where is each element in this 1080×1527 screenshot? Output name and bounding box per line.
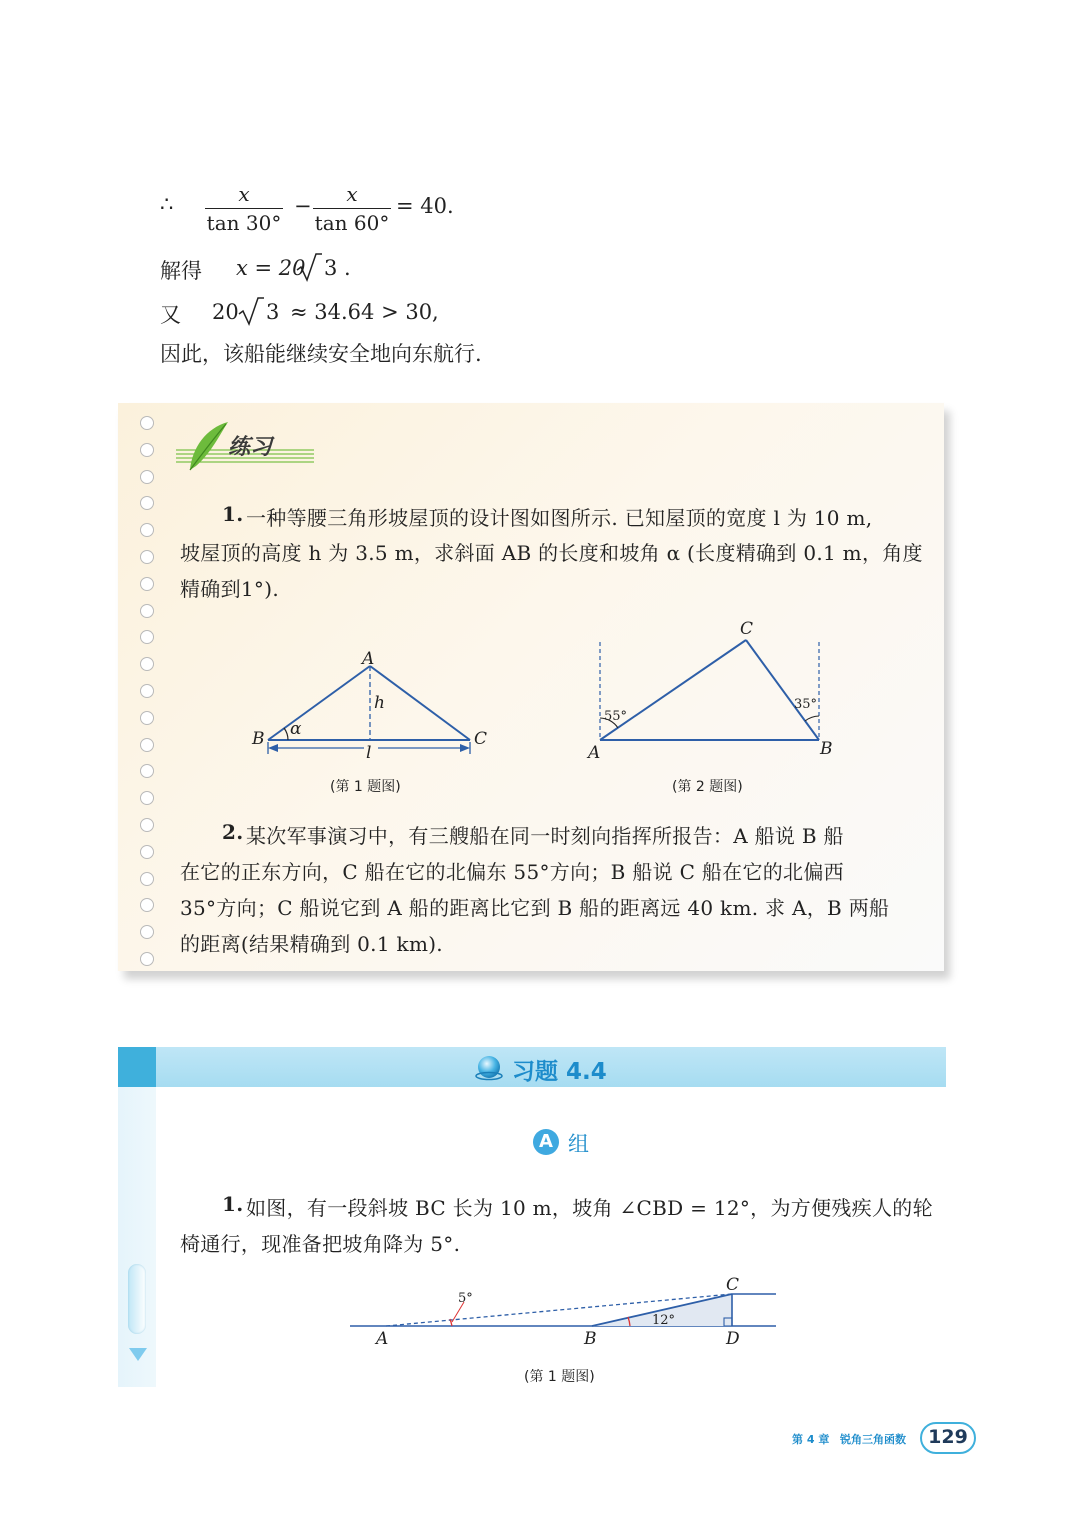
exercise-q1-line2: 椅通行，现准备把坡角降为 5°. — [180, 1232, 461, 1256]
binder-ring — [140, 657, 154, 671]
also-rhs: ≈ 34.64 > 30, — [290, 300, 439, 324]
exercise-title: 习题 4.4 — [512, 1059, 607, 1085]
practice-q2-number: 2. — [222, 820, 244, 844]
also-label: 又 — [160, 303, 181, 327]
therefore-symbol: ∴ — [160, 192, 174, 216]
practice-q1-number: 1. — [222, 502, 244, 526]
exercise-figure-1 — [340, 1272, 790, 1352]
banner-square — [118, 1047, 158, 1087]
practice-q2-line3: 35°方向；C 船说它到 A 船的距离比它到 B 船的距离远 40 km. 求 A，B 两船 — [180, 896, 890, 920]
practice-q1-line2: 坡屋顶的高度 h 为 3.5 m，求斜面 AB 的长度和坡角 α (长度精确到 0.1 m，角度 — [180, 541, 923, 565]
triangle-down-icon — [128, 1346, 148, 1362]
sqrt-radicand-1: 3 — [324, 256, 338, 280]
fig1-label-h: h — [374, 693, 385, 713]
practice-q1-line1: 一种等腰三角形坡屋顶的设计图如图所示. 已知屋顶的宽度 l 为 10 m, — [246, 506, 873, 530]
page-number-badge: 129 — [920, 1422, 976, 1454]
fig1-label-l: l — [366, 743, 372, 763]
binder-ring — [140, 764, 154, 778]
binder-ring — [140, 684, 154, 698]
binder-ring — [140, 898, 154, 912]
ex-fig-angle-12: 12° — [652, 1313, 676, 1328]
exercise-q1-line1: 如图，有一段斜坡 BC 长为 10 m，坡角 ∠CBD = 12°，为方便残疾人的轮 — [246, 1196, 933, 1220]
fig1-label-b: B — [252, 729, 265, 749]
ex-fig-label-c: C — [726, 1275, 740, 1295]
binder-ring — [140, 416, 154, 430]
solve-label: 解得 — [160, 259, 202, 283]
solve-lhs: x = 20 — [236, 256, 306, 280]
fraction-2 — [313, 182, 391, 235]
fig1-label-c: C — [474, 729, 488, 749]
practice-q2-line1: 某次军事演习中，有三艘船在同一时刻向指挥所报告：A 船说 B 船 — [246, 824, 844, 848]
fraction-2-numerator: x — [313, 182, 391, 209]
fig1-label-a: A — [362, 649, 375, 669]
also-lhs: 20 — [212, 300, 239, 324]
fig1-caption: (第 1 题图) — [330, 779, 401, 795]
group-label: 组 — [568, 1132, 589, 1156]
side-strip — [118, 1087, 156, 1387]
binder-ring — [140, 738, 154, 752]
practice-title: 练习 — [228, 435, 273, 460]
exercise-q1-number: 1. — [222, 1192, 244, 1216]
ex-fig-angle-5: 5° — [458, 1291, 473, 1306]
conclusion-text: 因此，该船能继续安全地向东航行. — [160, 342, 482, 366]
group-badge: A — [533, 1129, 559, 1155]
fraction-2-denominator: tan 60° — [314, 211, 390, 235]
exercise-figure-caption: (第 1 题图) — [524, 1369, 595, 1385]
binder-ring — [140, 818, 154, 832]
binder-ring — [140, 577, 154, 591]
practice-figure-1 — [240, 640, 500, 770]
globe-icon — [474, 1054, 504, 1082]
binder-ring — [140, 470, 154, 484]
sqrt-sign-1 — [296, 252, 322, 282]
binder-ring — [140, 550, 154, 564]
ex-fig-label-a: A — [376, 1329, 389, 1349]
fig1-label-alpha: α — [290, 719, 302, 739]
side-scroll-thumb — [128, 1264, 146, 1334]
binder-ring — [140, 872, 154, 886]
practice-q2-line4: 的距离(结果精确到 0.1 km). — [180, 932, 443, 956]
fig2-label-b: B — [820, 739, 833, 759]
binder-ring — [140, 443, 154, 457]
practice-q2-line2: 在它的正东方向，C 船在它的北偏东 55°方向；B 船说 C 船在它的北偏西 — [180, 860, 844, 884]
practice-figure-2 — [580, 612, 850, 762]
ex-fig-label-b: B — [584, 1329, 597, 1349]
binder-ring — [140, 496, 154, 510]
binder-ring — [140, 523, 154, 537]
fig2-label-c: C — [740, 619, 754, 639]
binder-ring — [140, 630, 154, 644]
footer-chapter-title: 锐角三角函数 — [840, 1433, 906, 1446]
fig2-label-a: A — [588, 743, 601, 762]
binder-ring — [140, 711, 154, 725]
fraction-1 — [205, 182, 283, 235]
binder-ring — [140, 791, 154, 805]
equation-rhs: = 40. — [396, 194, 454, 218]
binder-ring — [140, 925, 154, 939]
practice-q1-line3: 精确到1°). — [180, 577, 279, 601]
sqrt-sign-2 — [238, 296, 264, 326]
fig2-angle-55: 55° — [604, 709, 628, 724]
binder-ring — [140, 604, 154, 618]
fraction-1-numerator: x — [205, 182, 283, 209]
fig2-caption: (第 2 题图) — [672, 779, 743, 795]
also-radicand: 3 — [266, 300, 280, 324]
fraction-1-denominator: tan 30° — [206, 211, 282, 235]
solve-end: . — [344, 256, 351, 280]
ex-fig-label-d: D — [726, 1329, 740, 1349]
binder-ring — [140, 952, 154, 966]
fig2-angle-35: 35° — [794, 697, 818, 712]
minus-sign: − — [294, 194, 312, 218]
binder-ring — [140, 845, 154, 859]
footer-chapter: 第 4 章 — [792, 1433, 830, 1446]
